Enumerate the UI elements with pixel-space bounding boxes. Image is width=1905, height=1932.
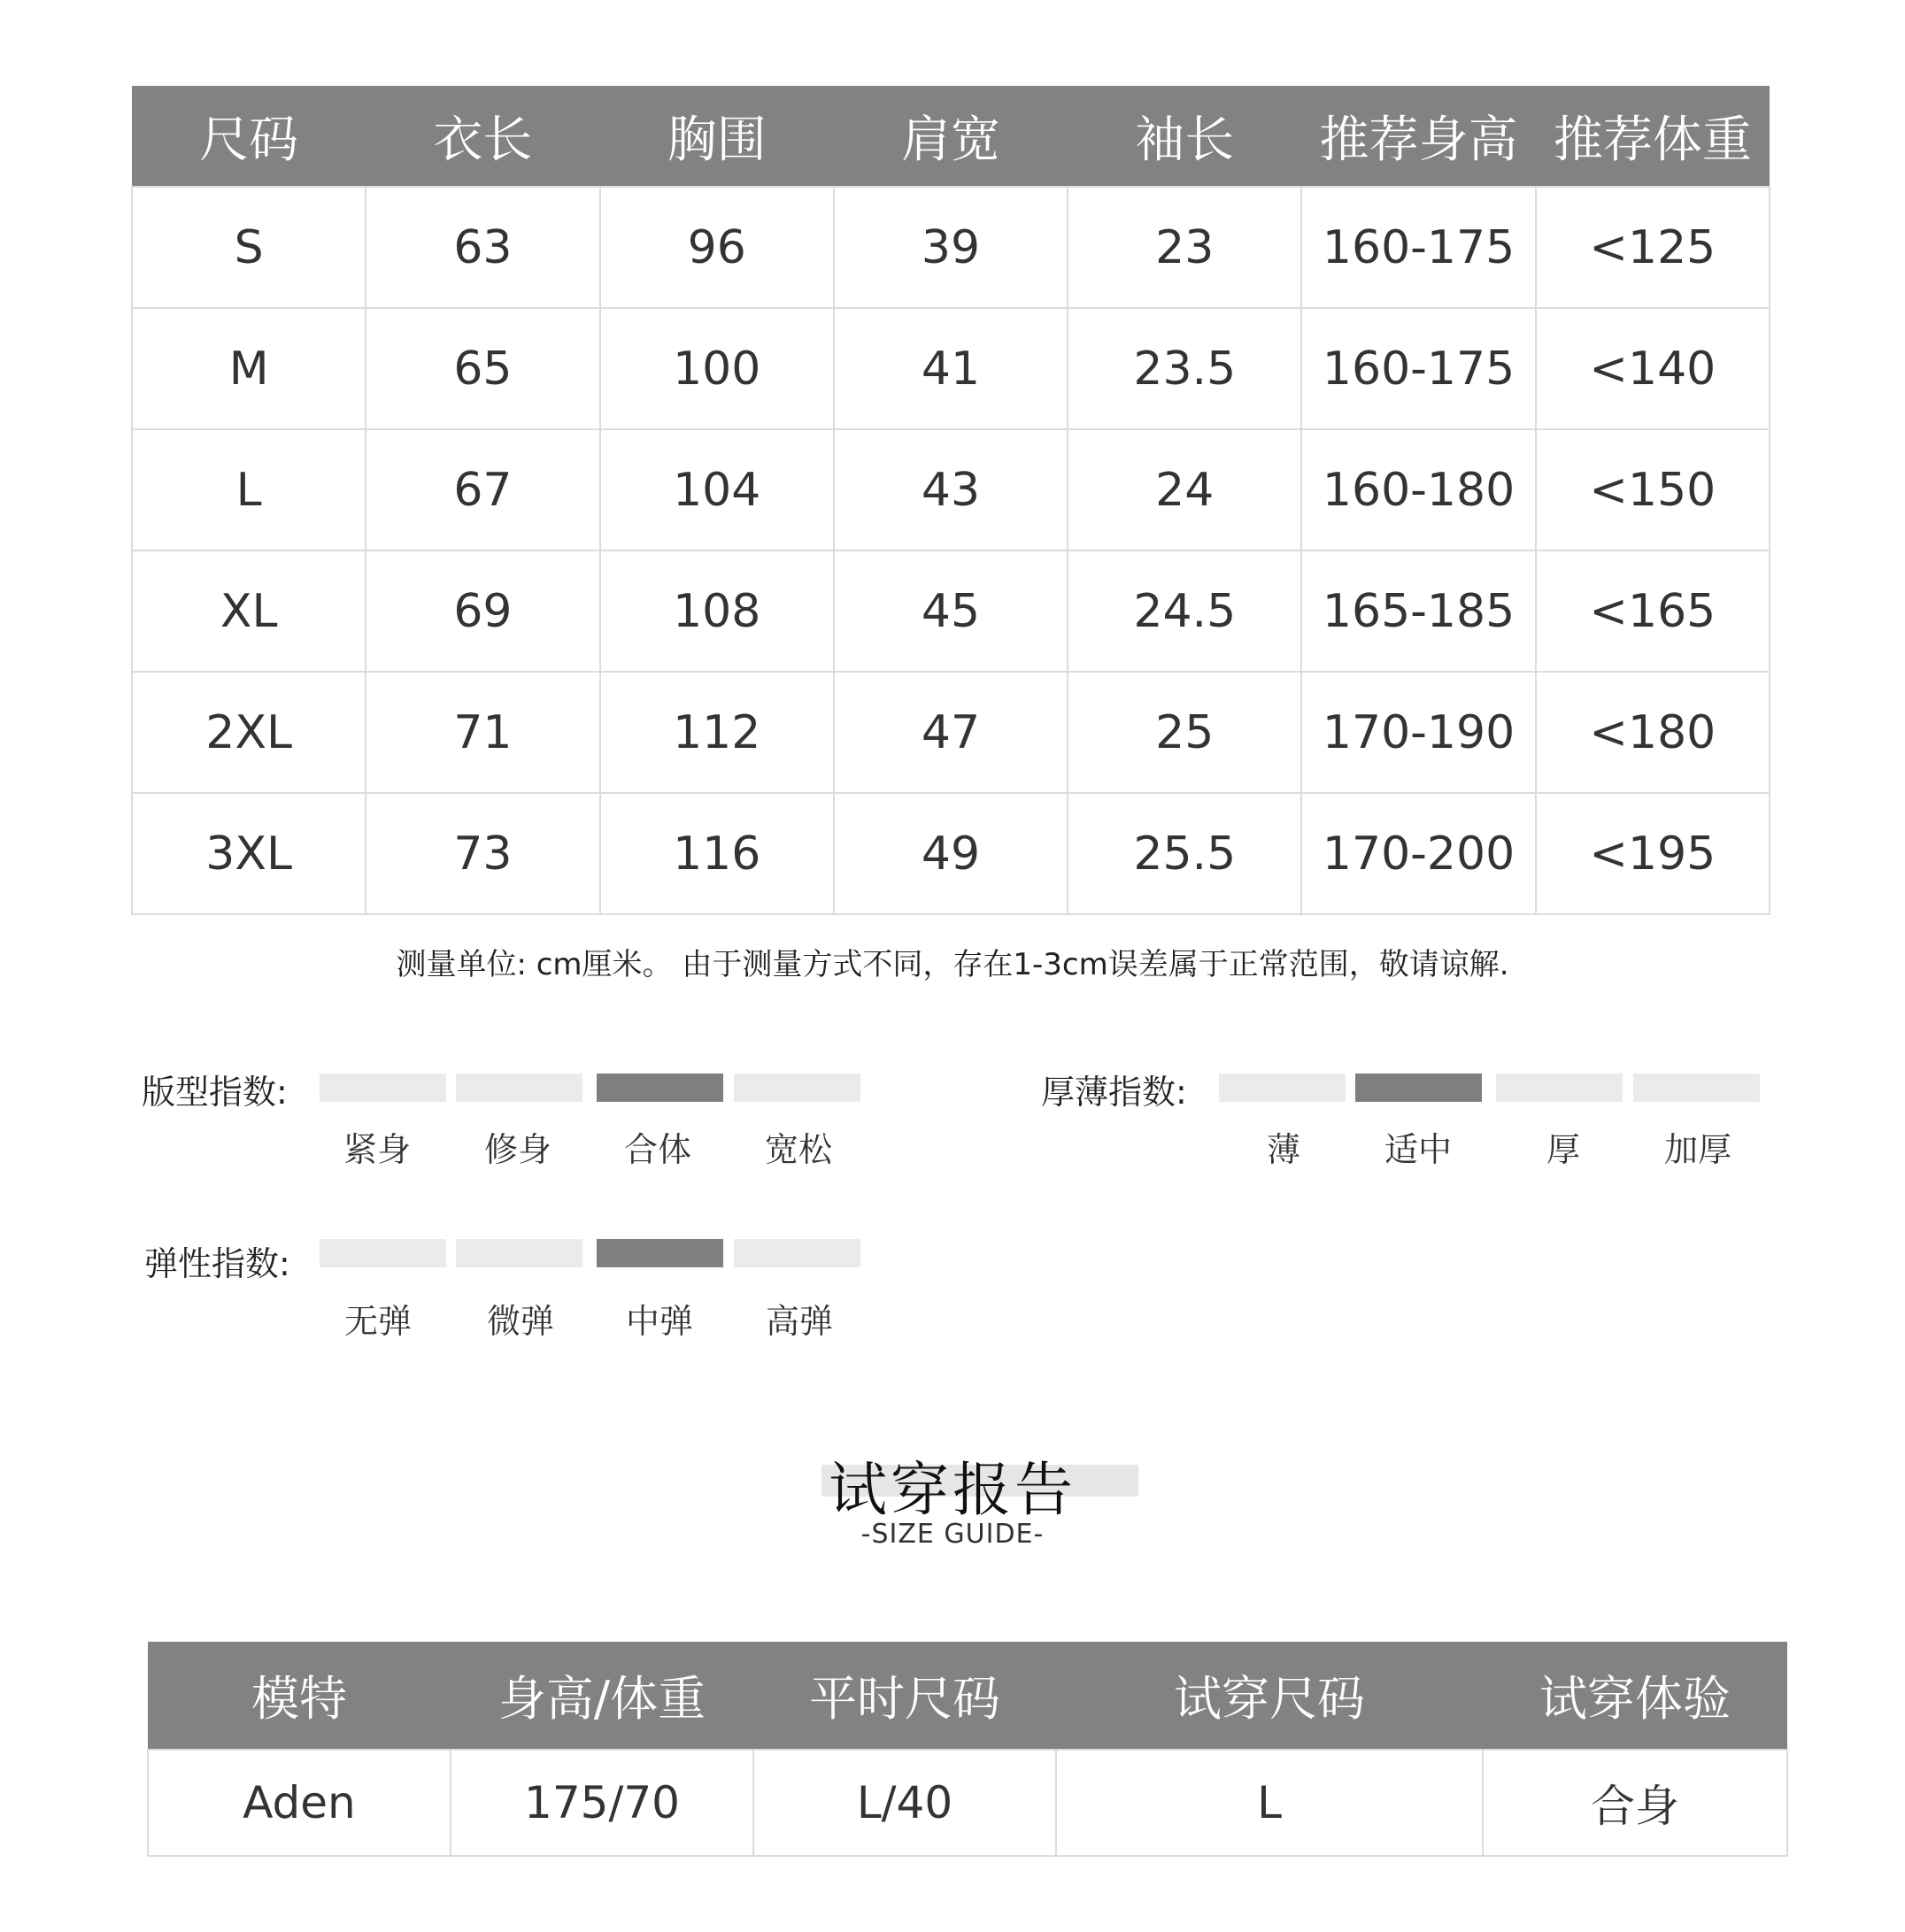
report-title: 试穿报告 (829, 1456, 1076, 1524)
header-sleeve: 袖长 (1068, 86, 1301, 187)
thickness-segment (1355, 1074, 1482, 1102)
table-cell: 2XL (132, 672, 366, 793)
header-length: 衣长 (366, 86, 599, 187)
table-cell: 67 (366, 429, 599, 550)
table-cell: S (132, 187, 366, 308)
table-cell: 65 (366, 308, 599, 429)
header-rec-height: 推荐身高 (1301, 86, 1535, 187)
fit-segment (597, 1074, 723, 1102)
elasticity-index-label: 弹性指数: (144, 1244, 290, 1283)
table-row (132, 793, 1770, 914)
elasticity-option: 高弹 (765, 1302, 833, 1341)
table-cell: 45 (834, 550, 1068, 672)
table-row (132, 672, 1770, 793)
table-cell: 108 (600, 550, 834, 672)
thickness-option: 适中 (1384, 1130, 1452, 1169)
table-cell: 24 (1068, 429, 1301, 550)
table-cell: 73 (366, 793, 599, 914)
table-cell: 49 (834, 793, 1068, 914)
table-cell: M (132, 308, 366, 429)
size-table-header-row (132, 86, 1770, 187)
table-cell: <195 (1536, 793, 1770, 914)
table-cell: <180 (1536, 672, 1770, 793)
table-cell: <165 (1536, 550, 1770, 672)
table-cell: 23 (1068, 187, 1301, 308)
table-cell: L/40 (753, 1750, 1056, 1856)
table-cell: 25.5 (1068, 793, 1301, 914)
table-cell: 160-175 (1301, 187, 1535, 308)
table-cell: Aden (148, 1750, 451, 1856)
thickness-option: 厚 (1546, 1130, 1580, 1169)
table-cell: 43 (834, 429, 1068, 550)
table-cell: 25 (1068, 672, 1301, 793)
table-cell: 160-175 (1301, 308, 1535, 429)
table-cell: 116 (600, 793, 834, 914)
fit-option: 宽松 (764, 1130, 832, 1169)
table-row (132, 550, 1770, 672)
table-cell: L (132, 429, 366, 550)
fit-index-label: 版型指数: (142, 1073, 288, 1112)
table-cell: 160-180 (1301, 429, 1535, 550)
thickness-segment (1496, 1074, 1623, 1102)
thickness-index-label: 厚薄指数: (1041, 1073, 1187, 1112)
size-table (131, 86, 1770, 915)
header-size: 尺码 (132, 86, 366, 187)
table-cell: L (1056, 1750, 1483, 1856)
table-row (132, 187, 1770, 308)
elasticity-option: 无弹 (343, 1302, 412, 1341)
table-cell: 96 (600, 187, 834, 308)
table-cell: 23.5 (1068, 308, 1301, 429)
header-chest: 胸围 (600, 86, 834, 187)
table-cell: 合身 (1483, 1750, 1787, 1856)
table-cell: 112 (600, 672, 834, 793)
elasticity-option: 微弹 (486, 1302, 554, 1341)
fit-segment (320, 1074, 446, 1102)
fit-option: 紧身 (343, 1130, 411, 1169)
table-cell: 165-185 (1301, 550, 1535, 672)
elasticity-segment (597, 1239, 723, 1267)
table-row (132, 308, 1770, 429)
table-row (148, 1750, 1787, 1856)
elasticity-segment (734, 1239, 860, 1267)
report-subtitle: -SIZE GUIDE- (860, 1519, 1045, 1550)
table-cell: 170-190 (1301, 672, 1535, 793)
header-rec-weight: 推荐体重 (1536, 86, 1770, 187)
table-cell: 39 (834, 187, 1068, 308)
header-fit-experience: 试穿体验 (1483, 1642, 1787, 1750)
report-table (147, 1642, 1788, 1857)
table-cell: 69 (366, 550, 599, 672)
table-cell: <140 (1536, 308, 1770, 429)
table-cell: 24.5 (1068, 550, 1301, 672)
measurement-note: 测量单位: cm厘米。 由于测量方式不同，存在1-3cm误差属于正常范围，敬请谅解. (396, 947, 1509, 982)
report-header-row (148, 1642, 1787, 1750)
fit-segment (734, 1074, 860, 1102)
header-height-weight: 身高/体重 (451, 1642, 753, 1750)
table-cell: <125 (1536, 187, 1770, 308)
fit-option: 修身 (483, 1130, 551, 1169)
table-cell: XL (132, 550, 366, 672)
table-cell: 104 (600, 429, 834, 550)
header-model: 模特 (148, 1642, 451, 1750)
table-cell: 63 (366, 187, 599, 308)
elasticity-segment (320, 1239, 446, 1267)
thickness-segment (1633, 1074, 1760, 1102)
header-tried-size: 试穿尺码 (1056, 1642, 1483, 1750)
table-cell: 41 (834, 308, 1068, 429)
header-shoulder: 肩宽 (834, 86, 1068, 187)
table-cell: 71 (366, 672, 599, 793)
fit-option: 合体 (623, 1130, 691, 1169)
table-row (132, 429, 1770, 550)
elasticity-segment (456, 1239, 582, 1267)
fit-segment (456, 1074, 582, 1102)
table-cell: 100 (600, 308, 834, 429)
table-cell: 170-200 (1301, 793, 1535, 914)
thickness-segment (1219, 1074, 1346, 1102)
thickness-option: 加厚 (1663, 1130, 1731, 1169)
thickness-option: 薄 (1266, 1130, 1300, 1169)
table-cell: <150 (1536, 429, 1770, 550)
table-cell: 175/70 (451, 1750, 753, 1856)
table-cell: 47 (834, 672, 1068, 793)
elasticity-option: 中弹 (625, 1302, 693, 1341)
table-cell: 3XL (132, 793, 366, 914)
header-usual-size: 平时尺码 (753, 1642, 1056, 1750)
